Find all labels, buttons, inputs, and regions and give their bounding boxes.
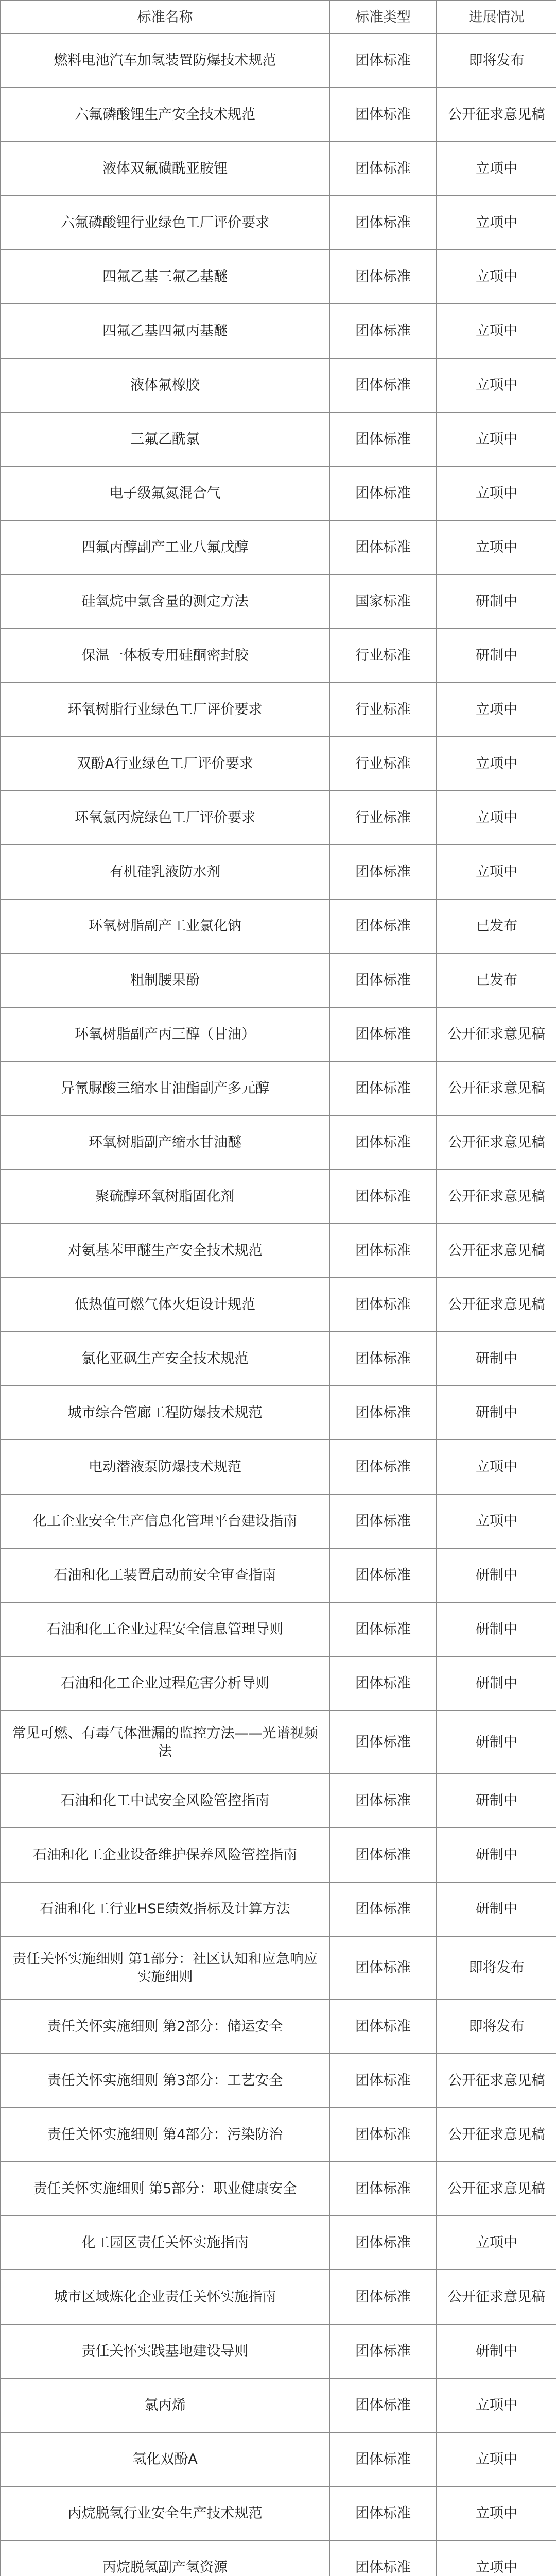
cell-progress: 研制中 <box>437 1882 556 1936</box>
cell-progress: 立项中 <box>437 2540 556 2576</box>
table-row <box>1 2324 556 2378</box>
cell-progress: 研制中 <box>437 1710 556 1774</box>
cell-standard-type: 团体标准 <box>329 412 437 466</box>
cell-standard-type: 团体标准 <box>329 2216 437 2270</box>
table-body <box>1 33 556 2576</box>
table-row <box>1 1115 556 1170</box>
table-row <box>1 1548 556 1602</box>
cell-progress: 立项中 <box>437 1494 556 1548</box>
table-row <box>1 2486 556 2540</box>
cell-standard-name: 异氰脲酸三缩水甘油酯副产多元醇 <box>1 1061 329 1115</box>
table-row <box>1 1386 556 1440</box>
table-row <box>1 1440 556 1494</box>
cell-standard-name: 责任关怀实施细则 第2部分：储运安全 <box>1 1999 329 2054</box>
cell-standard-type: 团体标准 <box>329 2162 437 2216</box>
cell-standard-type: 行业标准 <box>329 737 437 791</box>
cell-progress: 研制中 <box>437 1656 556 1710</box>
cell-standard-type: 团体标准 <box>329 1278 437 1332</box>
table-row <box>1 1828 556 1882</box>
cell-standard-name: 环氧树脂行业绿色工厂评价要求 <box>1 683 329 737</box>
cell-progress: 立项中 <box>437 196 556 250</box>
cell-standard-name: 聚硫醇环氧树脂固化剂 <box>1 1170 329 1224</box>
cell-progress: 即将发布 <box>437 33 556 88</box>
cell-standard-name: 环氧氯丙烷绿色工厂评价要求 <box>1 791 329 845</box>
cell-standard-type: 团体标准 <box>329 33 437 88</box>
cell-standard-type: 团体标准 <box>329 520 437 574</box>
cell-standard-type: 团体标准 <box>329 1061 437 1115</box>
cell-progress: 立项中 <box>437 142 556 196</box>
cell-standard-type: 团体标准 <box>329 1224 437 1278</box>
table-header-row <box>1 1 556 33</box>
cell-standard-type: 团体标准 <box>329 1882 437 1936</box>
cell-standard-type: 团体标准 <box>329 1710 437 1774</box>
cell-standard-name: 粗制腰果酚 <box>1 953 329 1007</box>
cell-standard-type: 团体标准 <box>329 2540 437 2576</box>
table-row <box>1 1170 556 1224</box>
cell-standard-name: 双酚A行业绿色工厂评价要求 <box>1 737 329 791</box>
table-row <box>1 466 556 520</box>
table-row <box>1 2108 556 2162</box>
table-row <box>1 1882 556 1936</box>
cell-progress: 研制中 <box>437 1774 556 1828</box>
cell-progress: 公开征求意见稿 <box>437 2054 556 2108</box>
cell-progress: 立项中 <box>437 466 556 520</box>
cell-progress: 研制中 <box>437 574 556 629</box>
table-row <box>1 1999 556 2054</box>
cell-progress: 公开征求意见稿 <box>437 1115 556 1170</box>
cell-standard-name: 城市综合管廊工程防爆技术规范 <box>1 1386 329 1440</box>
cell-standard-type: 行业标准 <box>329 791 437 845</box>
cell-standard-name: 环氧树脂副产缩水甘油醚 <box>1 1115 329 1170</box>
table-row <box>1 629 556 683</box>
cell-standard-type: 团体标准 <box>329 1656 437 1710</box>
table-row <box>1 1494 556 1548</box>
cell-standard-type: 团体标准 <box>329 1936 437 1999</box>
cell-standard-name: 环氧树脂副产工业氯化钠 <box>1 899 329 953</box>
cell-progress: 公开征求意见稿 <box>437 1278 556 1332</box>
cell-standard-name: 燃料电池汽车加氢装置防爆技术规范 <box>1 33 329 88</box>
cell-progress: 研制中 <box>437 629 556 683</box>
cell-progress: 公开征求意见稿 <box>437 1224 556 1278</box>
cell-standard-type: 团体标准 <box>329 1332 437 1386</box>
cell-progress: 立项中 <box>437 358 556 412</box>
cell-standard-name: 有机硅乳液防水剂 <box>1 845 329 899</box>
cell-progress: 立项中 <box>437 1440 556 1494</box>
cell-standard-name: 石油和化工企业设备维护保养风险管控指南 <box>1 1828 329 1882</box>
cell-standard-name: 责任关怀实践基地建设导则 <box>1 2324 329 2378</box>
table-row <box>1 1936 556 1999</box>
cell-standard-type: 团体标准 <box>329 1440 437 1494</box>
header-standard-name: 标准名称 <box>1 1 329 33</box>
cell-standard-name: 石油和化工装置启动前安全审查指南 <box>1 1548 329 1602</box>
table-row <box>1 2432 556 2486</box>
table-row <box>1 1061 556 1115</box>
cell-progress: 立项中 <box>437 2216 556 2270</box>
cell-standard-name: 丙烷脱氢副产氢资源 <box>1 2540 329 2576</box>
cell-standard-name: 责任关怀实施细则 第4部分：污染防治 <box>1 2108 329 2162</box>
cell-standard-type: 团体标准 <box>329 2432 437 2486</box>
cell-progress: 立项中 <box>437 2486 556 2540</box>
cell-standard-type: 行业标准 <box>329 683 437 737</box>
cell-standard-name: 氯化亚砜生产安全技术规范 <box>1 1332 329 1386</box>
cell-progress: 立项中 <box>437 791 556 845</box>
cell-standard-name: 石油和化工企业过程危害分析导则 <box>1 1656 329 1710</box>
cell-progress: 即将发布 <box>437 1936 556 1999</box>
cell-standard-name: 石油和化工行业HSE绩效指标及计算方法 <box>1 1882 329 1936</box>
cell-standard-type: 团体标准 <box>329 2270 437 2324</box>
cell-progress: 立项中 <box>437 520 556 574</box>
cell-standard-name: 丙烷脱氢行业安全生产技术规范 <box>1 2486 329 2540</box>
cell-standard-type: 行业标准 <box>329 629 437 683</box>
cell-standard-name: 电动潜液泵防爆技术规范 <box>1 1440 329 1494</box>
table-row <box>1 2540 556 2576</box>
table-row <box>1 2216 556 2270</box>
table-row <box>1 1710 556 1774</box>
table-row <box>1 953 556 1007</box>
cell-progress: 公开征求意见稿 <box>437 1170 556 1224</box>
cell-standard-type: 团体标准 <box>329 1170 437 1224</box>
cell-standard-name: 对氨基苯甲醚生产安全技术规范 <box>1 1224 329 1278</box>
cell-progress: 公开征求意见稿 <box>437 1061 556 1115</box>
cell-progress: 公开征求意见稿 <box>437 2162 556 2216</box>
cell-standard-name: 六氟磷酸锂生产安全技术规范 <box>1 88 329 142</box>
table-row <box>1 899 556 953</box>
cell-standard-type: 团体标准 <box>329 1548 437 1602</box>
table-row <box>1 1332 556 1386</box>
table-row <box>1 1224 556 1278</box>
cell-standard-type: 团体标准 <box>329 2108 437 2162</box>
cell-standard-name: 氢化双酚A <box>1 2432 329 2486</box>
cell-standard-name: 城市区域炼化企业责任关怀实施指南 <box>1 2270 329 2324</box>
cell-standard-type: 团体标准 <box>329 2054 437 2108</box>
cell-progress: 研制中 <box>437 1332 556 1386</box>
table-row <box>1 845 556 899</box>
table-row <box>1 2378 556 2432</box>
table-row <box>1 412 556 466</box>
cell-standard-type: 团体标准 <box>329 1386 437 1440</box>
table-row <box>1 1774 556 1828</box>
cell-standard-type: 团体标准 <box>329 953 437 1007</box>
cell-standard-name: 四氟乙基四氟丙基醚 <box>1 304 329 358</box>
table-row <box>1 304 556 358</box>
cell-standard-type: 团体标准 <box>329 2486 437 2540</box>
cell-progress: 研制中 <box>437 1548 556 1602</box>
cell-progress: 公开征求意见稿 <box>437 2270 556 2324</box>
cell-standard-type: 团体标准 <box>329 1602 437 1656</box>
table-row <box>1 88 556 142</box>
cell-progress: 即将发布 <box>437 1999 556 2054</box>
cell-standard-name: 常见可燃、有毒气体泄漏的监控方法——光谱视频法 <box>1 1710 329 1774</box>
header-progress: 进展情况 <box>437 1 556 33</box>
header-standard-type: 标准类型 <box>329 1 437 33</box>
cell-progress: 立项中 <box>437 845 556 899</box>
cell-standard-name: 液体双氟磺酰亚胺锂 <box>1 142 329 196</box>
table-row <box>1 33 556 88</box>
cell-progress: 公开征求意见稿 <box>437 1007 556 1061</box>
cell-progress: 研制中 <box>437 1386 556 1440</box>
cell-progress: 已发布 <box>437 899 556 953</box>
table-row <box>1 574 556 629</box>
table-row <box>1 737 556 791</box>
cell-standard-name: 四氟乙基三氟乙基醚 <box>1 250 329 304</box>
cell-progress: 研制中 <box>437 1828 556 1882</box>
cell-standard-type: 团体标准 <box>329 250 437 304</box>
cell-standard-type: 团体标准 <box>329 1007 437 1061</box>
cell-standard-type: 团体标准 <box>329 1774 437 1828</box>
cell-standard-name: 三氟乙酰氯 <box>1 412 329 466</box>
cell-standard-name: 低热值可燃气体火炬设计规范 <box>1 1278 329 1332</box>
cell-standard-name: 液体氟橡胶 <box>1 358 329 412</box>
cell-standard-name: 四氟丙醇副产工业八氟戊醇 <box>1 520 329 574</box>
cell-standard-name: 责任关怀实施细则 第3部分：工艺安全 <box>1 2054 329 2108</box>
table-row <box>1 2162 556 2216</box>
cell-standard-type: 团体标准 <box>329 88 437 142</box>
cell-standard-name: 责任关怀实施细则 第5部分：职业健康安全 <box>1 2162 329 2216</box>
cell-progress: 立项中 <box>437 2378 556 2432</box>
cell-standard-type: 团体标准 <box>329 358 437 412</box>
cell-progress: 立项中 <box>437 250 556 304</box>
table-row <box>1 358 556 412</box>
cell-standard-type: 团体标准 <box>329 466 437 520</box>
cell-progress: 研制中 <box>437 1602 556 1656</box>
table-row <box>1 520 556 574</box>
cell-progress: 立项中 <box>437 683 556 737</box>
cell-standard-name: 石油和化工企业过程安全信息管理导则 <box>1 1602 329 1656</box>
table-row <box>1 1656 556 1710</box>
table-row <box>1 142 556 196</box>
cell-progress: 立项中 <box>437 737 556 791</box>
cell-standard-type: 团体标准 <box>329 2378 437 2432</box>
cell-standard-type: 团体标准 <box>329 142 437 196</box>
table-row <box>1 2054 556 2108</box>
cell-progress: 立项中 <box>437 304 556 358</box>
cell-standard-type: 团体标准 <box>329 304 437 358</box>
cell-standard-type: 团体标准 <box>329 845 437 899</box>
cell-progress: 立项中 <box>437 412 556 466</box>
cell-standard-type: 团体标准 <box>329 899 437 953</box>
table-row <box>1 791 556 845</box>
cell-standard-name: 电子级氟氮混合气 <box>1 466 329 520</box>
cell-progress: 已发布 <box>437 953 556 1007</box>
cell-progress: 立项中 <box>437 2432 556 2486</box>
cell-standard-type: 团体标准 <box>329 2324 437 2378</box>
cell-standard-name: 保温一体板专用硅酮密封胶 <box>1 629 329 683</box>
cell-standard-type: 团体标准 <box>329 1115 437 1170</box>
cell-standard-type: 国家标准 <box>329 574 437 629</box>
cell-standard-type: 团体标准 <box>329 196 437 250</box>
cell-standard-name: 化工企业安全生产信息化管理平台建设指南 <box>1 1494 329 1548</box>
cell-standard-name: 硅氧烷中氯含量的测定方法 <box>1 574 329 629</box>
cell-standard-name: 氯丙烯 <box>1 2378 329 2432</box>
cell-progress: 研制中 <box>437 2324 556 2378</box>
table-row <box>1 2270 556 2324</box>
cell-standard-type: 团体标准 <box>329 1494 437 1548</box>
cell-standard-type: 团体标准 <box>329 1999 437 2054</box>
cell-progress: 公开征求意见稿 <box>437 88 556 142</box>
cell-standard-name: 化工园区责任关怀实施指南 <box>1 2216 329 2270</box>
cell-standard-type: 团体标准 <box>329 1828 437 1882</box>
cell-progress: 公开征求意见稿 <box>437 2108 556 2162</box>
cell-standard-name: 六氟磷酸锂行业绿色工厂评价要求 <box>1 196 329 250</box>
table-row <box>1 1007 556 1061</box>
table-row <box>1 683 556 737</box>
table-row <box>1 1602 556 1656</box>
table-row <box>1 250 556 304</box>
table-row <box>1 1278 556 1332</box>
table-row <box>1 196 556 250</box>
cell-standard-name: 石油和化工中试安全风险管控指南 <box>1 1774 329 1828</box>
cell-standard-name: 环氧树脂副产丙三醇（甘油） <box>1 1007 329 1061</box>
cell-standard-name: 责任关怀实施细则 第1部分：社区认知和应急响应实施细则 <box>1 1936 329 1999</box>
